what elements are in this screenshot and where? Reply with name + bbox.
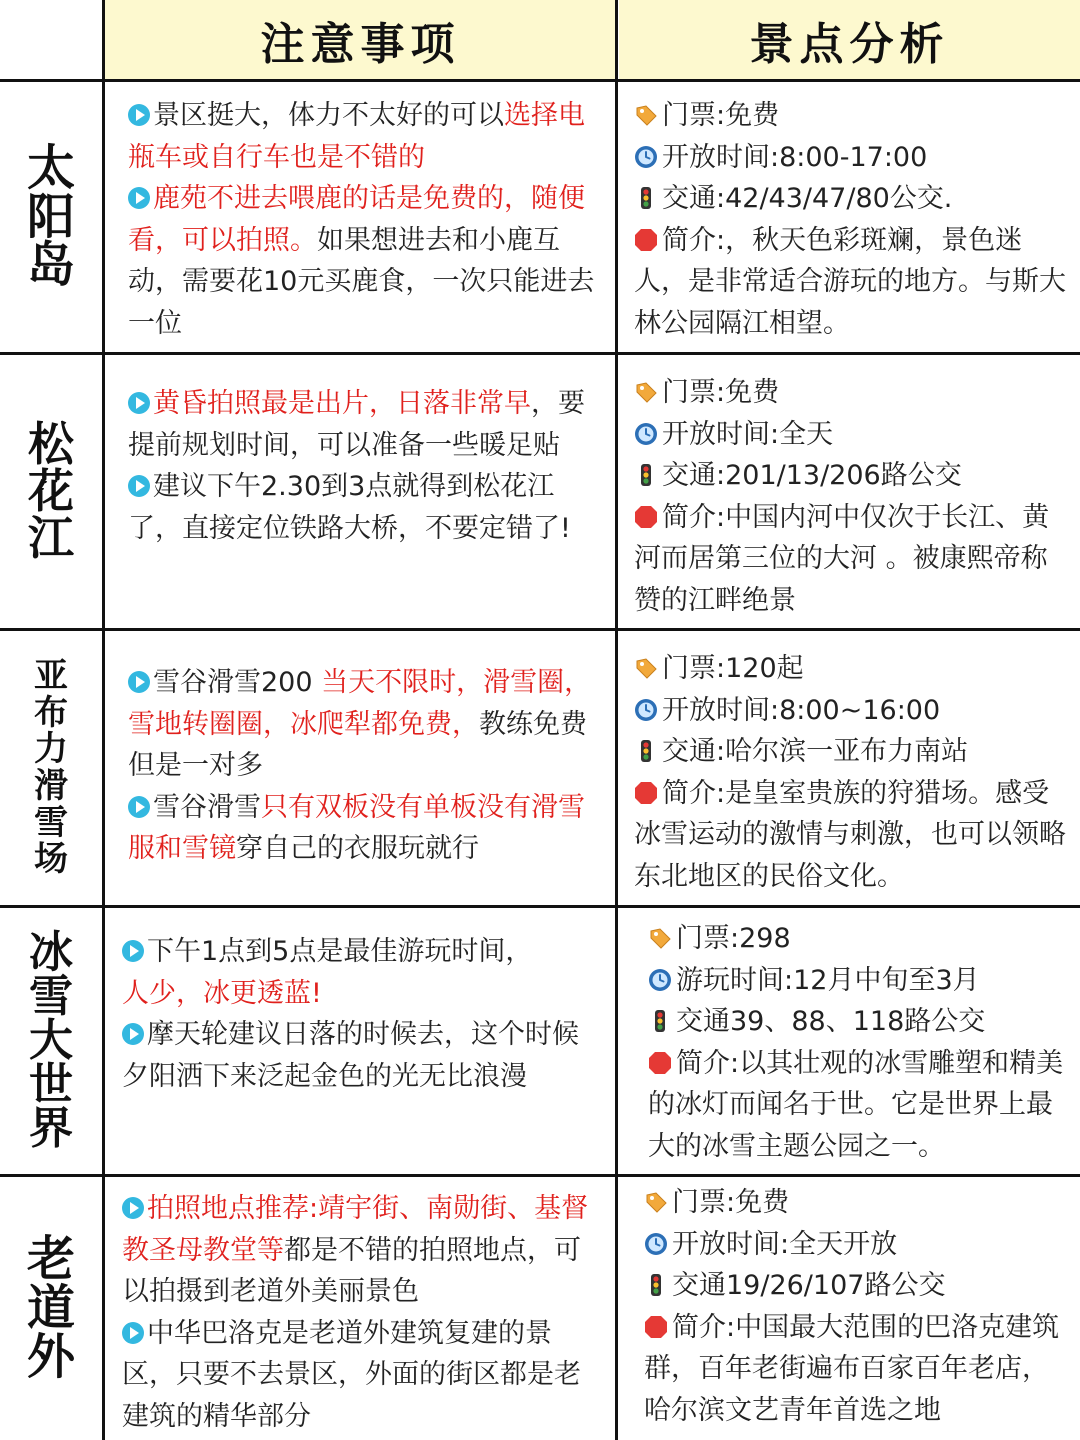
- ticket-line: 门票:298: [648, 918, 1072, 960]
- tips-cell: 景区挺大，体力不太好的可以选择电瓶车或自行车也是不错的 鹿苑不进去喂鹿的话是免费的，随便看，可以拍照。如果想进去和小鹿互动，需要花10元买鹿食，一次只能进去一位: [128, 100, 595, 339]
- tips-cell: 下午1点到5点是最佳游玩时间， 人少，冰更透蓝! 摩天轮建议日落的时候去，这个时候夕阳洒下来泛起金色的光无比浪漫: [122, 936, 579, 1092]
- transport-line: 交通:哈尔滨一亚布力南站: [634, 731, 1070, 773]
- info-cell: [634, 648, 1070, 897]
- intro-line: 简介:中国最大范围的巴洛克建筑群，百年老街遍布百家百年老店，哈尔滨文艺青年首选之地: [644, 1311, 1060, 1426]
- intro-line: 简介:，秋天色彩斑斓，景色迷人，是非常适合游玩的地方。与斯大林公园隔江相望。: [634, 224, 1066, 339]
- arrow-icon: [128, 392, 150, 414]
- ticket-line: 门票:免费: [634, 372, 1070, 414]
- info-cell: [634, 95, 1070, 344]
- arrow-icon: [122, 1197, 144, 1219]
- attraction-name: 老 道 外: [26, 1231, 75, 1385]
- stop-sign-icon: [634, 781, 658, 805]
- info-title: 景点分析: [749, 19, 950, 70]
- row-divider: [0, 1174, 1080, 1177]
- tips-title: 注意事项: [260, 19, 461, 70]
- transport-line: 交通39、88、118路公交: [648, 1001, 1072, 1043]
- hours-line: 开放时间:8:00~16:00: [634, 690, 1070, 732]
- clock-icon: [634, 145, 658, 169]
- hours-line: 开放时间:全天: [634, 414, 1070, 456]
- arrow-icon: [128, 796, 150, 818]
- traffic-light-icon: [634, 463, 658, 487]
- clock-icon: [648, 968, 672, 992]
- tag-icon: [634, 656, 658, 680]
- tips-cell: 黄昏拍照最是出片，日落非常早，要提前规划时间，可以准备一些暖足贴 建议下午2.30到3点就得到松花江了，直接定位铁路大桥，不要定错了!: [128, 388, 585, 544]
- arrow-icon: [128, 475, 150, 497]
- arrow-icon: [122, 1023, 144, 1045]
- row-divider: [0, 905, 1080, 908]
- hours-line: 开放时间:全天开放: [644, 1224, 1072, 1266]
- tag-icon: [634, 103, 658, 127]
- intro-line: 简介:中国内河中仅次于长江、黄河而居第三位的大河 。被康熙帝称赞的江畔绝景: [634, 501, 1050, 616]
- tips-cell: 雪谷滑雪200 当天不限时，滑雪圈，雪地转圈圈，冰爬犁都免费，教练免费但是一对多 雪谷滑雪只有双板没有单板没有滑雪服和雪镜穿自己的衣服玩就行: [128, 667, 592, 864]
- stop-sign-icon: [634, 228, 658, 252]
- tag-icon: [648, 926, 672, 950]
- column-divider: [102, 0, 105, 1440]
- info-cell: [648, 918, 1072, 1167]
- column-divider: [615, 0, 618, 1440]
- ticket-line: 门票:120起: [634, 648, 1070, 690]
- traffic-light-icon: [634, 186, 658, 210]
- tag-icon: [634, 380, 658, 404]
- row-divider: [0, 79, 1080, 82]
- tag-icon: [644, 1190, 668, 1214]
- hours-line: 开放时间:8:00-17:00: [634, 137, 1070, 179]
- intro-line: 简介:以其壮观的冰雪雕塑和精美的冰灯而闻名于世。它是世界上最大的冰雪主题公园之一。: [648, 1047, 1064, 1162]
- attraction-name: 亚 布 力 滑 雪 场: [34, 655, 68, 880]
- info-cell: [644, 1182, 1072, 1431]
- clock-icon: [644, 1232, 668, 1256]
- arrow-icon: [128, 187, 150, 209]
- transport-line: 交通:201/13/206路公交: [634, 455, 1070, 497]
- arrow-icon: [122, 940, 144, 962]
- hours-line: 游玩时间:12月中旬至3月: [648, 960, 1072, 1002]
- row-divider: [0, 628, 1080, 631]
- traffic-light-icon: [644, 1273, 668, 1297]
- info-column-header: [619, 0, 1080, 80]
- transport-line: 交通:42/43/47/80公交.: [634, 178, 1070, 220]
- arrow-icon: [128, 671, 150, 693]
- arrow-icon: [128, 104, 150, 126]
- clock-icon: [634, 698, 658, 722]
- attraction-name: 松 花 江: [28, 417, 74, 565]
- traffic-light-icon: [634, 739, 658, 763]
- traffic-light-icon: [648, 1009, 672, 1033]
- attraction-name: 太 阳 岛: [26, 139, 75, 294]
- stop-sign-icon: [634, 505, 658, 529]
- arrow-icon: [122, 1322, 144, 1344]
- ticket-line: 门票:免费: [644, 1182, 1072, 1224]
- tips-column-header: [105, 0, 616, 80]
- stop-sign-icon: [644, 1315, 668, 1339]
- tips-cell: 拍照地点推荐:靖宇街、南勋街、基督教圣母教堂等都是不错的拍照地点，可以拍摄到老道外美丽景色 中华巴洛克是老道外建筑复建的景区，只要不去景区，外面的街区都是老建筑的精华部分: [122, 1193, 589, 1432]
- attraction-name: 冰 雪 大 世 界: [29, 927, 73, 1154]
- stop-sign-icon: [648, 1051, 672, 1075]
- ticket-line: 门票:免费: [634, 95, 1070, 137]
- row-divider: [0, 352, 1080, 355]
- clock-icon: [634, 422, 658, 446]
- info-cell: [634, 372, 1070, 621]
- intro-line: 简介:是皇室贵族的狩猎场。感受冰雪运动的激情与刺激，也可以领略东北地区的民俗文化。: [634, 777, 1066, 892]
- transport-line: 交通19/26/107路公交: [644, 1265, 1072, 1307]
